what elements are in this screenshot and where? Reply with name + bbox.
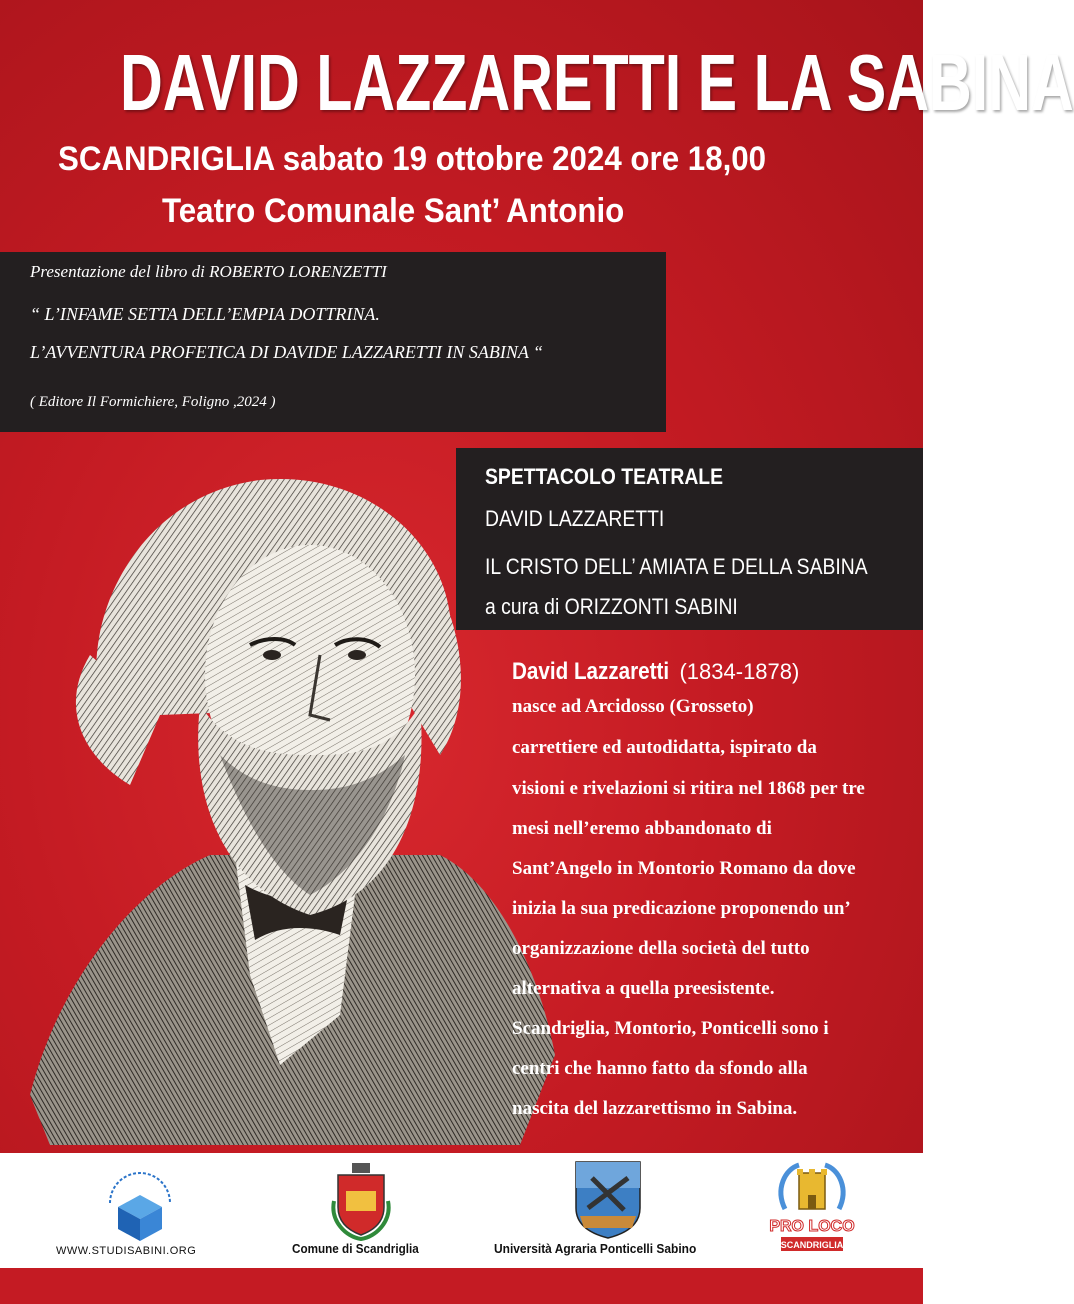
bio-line: nasce ad Arcidosso (Grosseto) bbox=[512, 696, 754, 717]
bio-line: Scandriglia, Montorio, Ponticelli sono i bbox=[512, 1018, 829, 1039]
theatre-show-box bbox=[456, 448, 923, 630]
show-line1: DAVID LAZZARETTI bbox=[485, 506, 665, 531]
event-title: DAVID LAZZARETTI E LA SABINA bbox=[119, 38, 1074, 127]
bio-line: visioni e rivelazioni si ritira nel 1868 per tre bbox=[512, 778, 865, 799]
book-title-line1: “ L’INFAME SETTA DELL’EMPIA DOTTRINA. bbox=[30, 304, 380, 324]
show-heading: SPETTACOLO TEATRALE bbox=[485, 464, 724, 489]
universita-agraria-crest bbox=[572, 1158, 644, 1240]
event-venue: Teatro Comunale Sant’ Antonio bbox=[162, 192, 625, 230]
bio-line: inizia la sua predicazione proponendo un’ bbox=[512, 898, 851, 919]
bio-line: centri che hanno fatto da sfondo alla bbox=[512, 1058, 808, 1079]
bio-line: carrettiere ed autodidatta, ispirato da bbox=[512, 737, 817, 758]
svg-text:PRO LOCO: PRO LOCO bbox=[769, 1218, 855, 1235]
bio-line: Sant’Angelo in Montorio Romano da dove bbox=[512, 858, 856, 879]
event-date: SCANDRIGLIA sabato 19 ottobre 2024 ore 18,00 bbox=[58, 140, 767, 178]
pro-loco-logo bbox=[769, 1159, 855, 1255]
bio-line: nascita del lazzarettismo in Sabina. bbox=[512, 1098, 798, 1119]
show-line2: IL CRISTO DELL’ AMIATA E DELLA SABINA bbox=[485, 554, 868, 579]
book-intro: Presentazione del libro di ROBERTO LORENZETTI bbox=[30, 262, 387, 281]
bio-line: organizzazione della società del tutto bbox=[512, 938, 810, 959]
book-publisher: ( Editore Il Formichiere, Foligno ,2024 ) bbox=[30, 394, 276, 410]
footer-strip bbox=[0, 1268, 923, 1304]
logo-caption: Comune di Scandriglia bbox=[292, 1241, 419, 1256]
bio-years: (1834-1878) bbox=[679, 659, 800, 684]
book-presentation-box bbox=[0, 252, 666, 432]
sponsor-footer bbox=[0, 1153, 923, 1268]
show-line3: a cura di ORIZZONTI SABINI bbox=[485, 594, 738, 619]
comune-scandriglia-crest bbox=[328, 1161, 394, 1241]
bio-name: David Lazzaretti bbox=[512, 658, 670, 685]
logo-caption: WWW.STUDISABINI.ORG bbox=[56, 1245, 197, 1257]
logo-caption: Università Agraria Ponticelli Sabino bbox=[494, 1241, 697, 1256]
svg-text:SCANDRIGLIA: SCANDRIGLIA bbox=[780, 1240, 844, 1250]
bio-line: alternativa a quella preesistente. bbox=[512, 978, 775, 999]
istituto-studi-sabini-logo bbox=[100, 1173, 180, 1243]
bio-line: mesi nell’eremo abbandonato di bbox=[512, 818, 772, 839]
book-title-line2: L’AVVENTURA PROFETICA DI DAVIDE LAZZARETTI IN SABINA “ bbox=[30, 342, 544, 362]
